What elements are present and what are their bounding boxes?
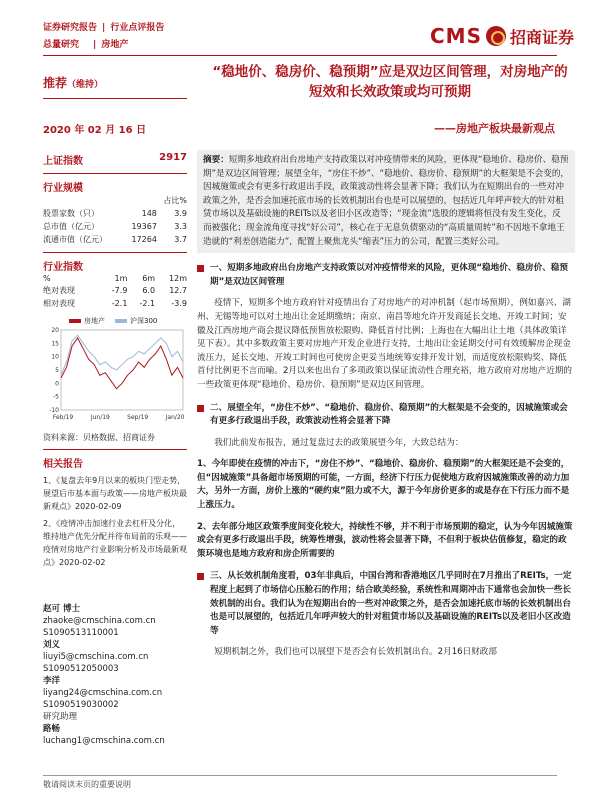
- table-row: 绝对表现 -7.9 6.0 12.7: [43, 286, 187, 295]
- analyst-email[interactable]: liuyi5@cmschina.com.cn: [43, 652, 149, 662]
- series-line-1: [61, 338, 183, 389]
- related-report-link[interactable]: 1、《复盘去年9月以来的板块门型走势，展望后市基本面与政策——房地产板块最新观点》2020-02-09: [43, 476, 187, 511]
- line-chart: [43, 326, 187, 426]
- y-tick-label: 10: [51, 353, 59, 361]
- section-heading: 二、展望全年，“房住不炒”、“稳地价、稳房价、稳预期”的大框架是不会变的，因城施策或会有更多行政退出手段，政策波动性将会显著下降: [197, 402, 575, 429]
- index-row: 上证指数 2917: [43, 152, 187, 167]
- y-tick-label: 15: [51, 340, 59, 348]
- industry-name: 房地产: [101, 40, 129, 50]
- analyst-name: 路畅: [43, 724, 61, 734]
- rating-divider: [43, 98, 187, 99]
- y-tick-label: -5: [53, 393, 59, 401]
- paragraph: 短期机制之外，我们也可以展望下是否会有长效机制出台。2月16日财政部: [214, 647, 497, 658]
- performance-heading: 行业指数: [43, 252, 187, 273]
- y-tick-label: 5: [55, 367, 59, 374]
- scale-table: [43, 194, 187, 246]
- analyst-name: 李洋: [43, 676, 61, 686]
- analyst-id: S1090513110001: [43, 628, 119, 638]
- table-row: 占比%: [163, 196, 187, 205]
- section-heading: 三、从长效机制角度看，03年非典后，中国台湾和香港地区几乎同时在7月推出了REITs，一定程度上起到了市场信心压舱石的作用；结合欧美经验，系统性和周期冲击下通常也会加快一些长效机制的出台。我们认为在短期出台的一些对冲政策之外，是否会加速托底市场的长效机制出台也是可以展望的，包括近几年呼声较大的针对租赁市场以及基础设施的REITs以及老旧小区改造等: [197, 570, 575, 638]
- y-tick-label: -10: [49, 407, 59, 414]
- paragraph: 疫情下，短期多个地方政府针对疫情出台了对房地产的对冲机制（起市场预期），例如嘉兴、湖州、无锡等地可以对土地出让金延期缴纳；南京、南昌等地允许开发商延长交地、开竣工时间；安徽及江西房地产商会提议降低预售放松限购、降低首付比例；上海也在大幅出让土地（具体政策详见下表）。其中多数政策主要对房地产开发企业进行支持，土地出让金延期交付可有效缓解房企现金流压力，延长交地、开竣工时间也可使房企更妥当地统筹安排开发计划，而适度放松限购奖、降低首付比例更不言而喻。2月以来也出台了多项政策以保证流动性合理充裕，地方政府对房地产近期的一些政策更体现“稳地价、稳房价、稳预期”是双边区间管理。: [197, 298, 573, 390]
- scale-heading: 行业规模: [43, 173, 187, 194]
- analyst-name: 赵可 博士: [43, 604, 80, 614]
- rating: 推荐（维持）: [43, 76, 104, 90]
- report-subtype: 行业点评报告: [110, 23, 165, 33]
- y-tick-label: 0: [55, 380, 59, 388]
- legend-item: 房地产: [69, 316, 105, 326]
- y-tick-label: 20: [51, 327, 59, 334]
- analyst-email[interactable]: liyang24@cmschina.com.cn: [43, 688, 163, 698]
- bullet-square-icon: [197, 265, 204, 272]
- bullet-square-icon: [197, 573, 204, 580]
- abstract-box: [197, 150, 575, 253]
- analyst-name: 刘义: [43, 640, 61, 650]
- report-subtitle: ——房地产板块最新观点: [434, 122, 555, 135]
- main-content: [197, 150, 575, 660]
- section-heading: 一、短期多地政府出台房地产支持政策以对冲疫情带来的风险，更体现“稳地价、稳房价、稳预期”是双边区间管理: [197, 262, 575, 289]
- sidebar: [43, 152, 187, 747]
- footer-note: 敬请阅读末页的重要说明: [43, 780, 131, 789]
- assistant-label: 研究助理: [43, 712, 78, 722]
- related-heading: 相关报告: [43, 449, 187, 470]
- logo-seal-icon: [486, 26, 506, 46]
- report-title: “稳地价、稳房价、稳预期”应是双边区间管理，对房地产的短效和长效政策或均可预期: [212, 64, 568, 100]
- x-tick-label: Jun/19: [90, 414, 110, 421]
- x-tick-label: Sep/19: [127, 414, 149, 421]
- analyst-email[interactable]: luchang1@cmschina.com.cn: [43, 736, 165, 746]
- related-report-link[interactable]: 2、《疫情冲击加速行业去杠杆及分化，维持地产优先分配并待布局前的乐观——疫情对房地产行业影响分析及市场最新观点》2020-02-02: [43, 519, 187, 567]
- paragraph: 我们此前发布报告，通过复盘过去的政策展望今年，大致总结为：: [214, 437, 464, 448]
- analyst-list: [43, 603, 187, 747]
- report-header: 证券研究报告 | 行业点评报告 总量研究 | 房地产: [43, 23, 165, 50]
- header-divider: [43, 55, 557, 56]
- paragraph: 1、今年即使在疫情的冲击下，“房住不炒”、“稳地价、稳房价、稳预期”的大框架还是不会变的，但“因城施策”具备超市场预期的可能，一方面，经济下行压力促使地方政府因城施策改善的动力加大，另外一方面，房价上涨的“硬约束”阻力或不大，源于今年房价更多的或是存在下行压力而不是上涨压力。: [197, 459, 570, 511]
- abstract-label: 摘要：: [203, 155, 229, 165]
- x-tick-label: Feb/19: [52, 414, 74, 421]
- table-row: 流通市值（亿元） 17264 3.7: [43, 235, 187, 244]
- paragraph: 2、去年部分地区政策季度间变化较大，持续性不够，并不利于市场预期的稳定，认为今年因城施策或会有更多行政退出手段，统筹性增强，波动性将会显著下降，不但利于板块估值修复，稳定的政策环境也是地方政府和房企所需要的: [197, 521, 573, 559]
- related-reports: [43, 474, 187, 569]
- table-row: 相对表现 -2.1 -2.1 -3.9: [43, 299, 187, 308]
- cms-logo: CMS 招商证券: [430, 24, 574, 48]
- chart-legend: [69, 316, 187, 326]
- footer-divider: [43, 775, 557, 776]
- performance-table: [43, 273, 187, 310]
- bullet-square-icon: [197, 405, 204, 412]
- report-date: 2020 年 02 月 16 日: [43, 125, 147, 136]
- research-category: 总量研究: [43, 40, 80, 50]
- table-row: 总市值（亿元） 19367 3.3: [43, 222, 187, 231]
- analyst-id: S1090512050003: [43, 664, 119, 674]
- abstract-text: 短期多地政府出台房地产支持政策以对冲疫情带来的风险，更体现“稳地价、稳房价、稳预期”是双边区间管理；展望全年，“房住不炒”、“稳地价、稳房价、稳预期”的大框架是不会变的，因城施策或会有更多行政退出手段，政策波动性将会显著下降；我们认为在短期出台的一些对冲政策之外，是否会加速托底市场的长效机制出台也是可以展望的，包括近几年呼声较大的针对租赁市场以及基础设施的REITs以及老旧小区改造等；“现金流”选股的逻辑将恒没有发生变化，反而被强化；现金流角度寻找“好公司”，核心在于无息负债驱动的“高质量周转”和不因地不拿地王造就的“利差创造能力”，配置上聚焦龙头“缩表”压力的公司，配置三类好公司。: [203, 155, 570, 247]
- report-type: 证券研究报告: [43, 23, 98, 33]
- legend-item: 沪深300: [115, 316, 157, 326]
- performance-chart: [43, 316, 187, 429]
- x-tick-label: Jan/20: [165, 414, 185, 421]
- table-row: 股票家数（只） 148 3.9: [43, 209, 187, 218]
- analyst-id: S1090519030002: [43, 700, 119, 710]
- table-row: % 1m 6m 12m: [43, 274, 187, 283]
- chart-source: 资料来源：贝格数据、招商证券: [43, 433, 155, 442]
- analyst-email[interactable]: zhaoke@cmschina.com.cn: [43, 616, 156, 626]
